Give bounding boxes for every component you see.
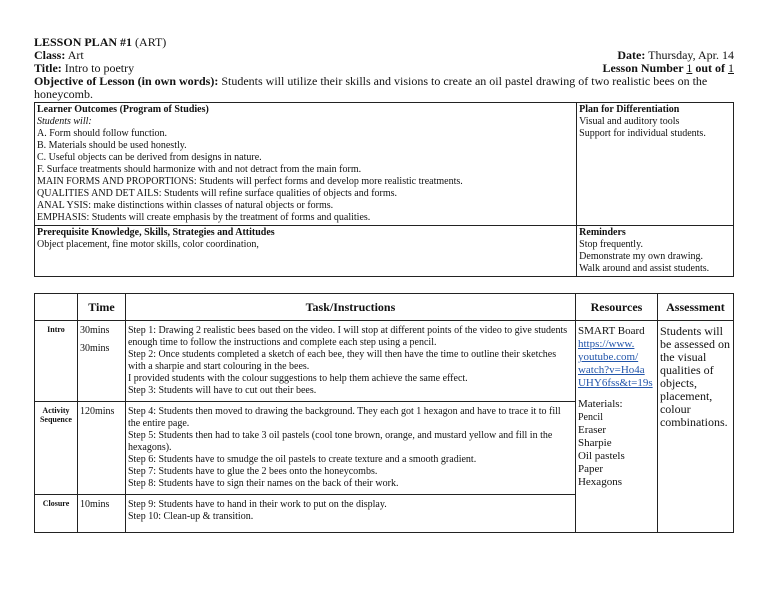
objective-continued: honeycomb. (34, 87, 93, 101)
video-link[interactable]: https://www. youtube.com/ watch?v=Ho4a UHY6fss&t=19s (577, 338, 653, 389)
outcome-line: F. Surface treatments should harmonize with and not detract from the main form. (37, 164, 362, 175)
step-text: Step 5: Students then had to take 3 oil pastels (cool tone brown, orange, and mustard yellow and fill in the hexagons). (127, 430, 553, 453)
closure-time: 10mins (77, 495, 125, 533)
step-text: Step 2: Once students completed a sketch of each bee, they will then have the time to outline their sketches with a sharpie and start colouring in the bees. (127, 349, 557, 372)
title-value: Intro to poetry (64, 61, 135, 75)
material-item: Eraser (577, 424, 607, 436)
outcome-line: B. Materials should be used honestly. (37, 140, 187, 151)
prerequisite-heading: Prerequisite Knowledge, Skills, Strategies and Attitudes (37, 227, 275, 238)
objective: Objective of Lesson (in own words): Students will utilize their skills and visions to create an oil pastel drawing of two realistic bees on the (34, 74, 708, 88)
reminders-cell (577, 226, 734, 277)
reminder-line: Walk around and assist students. (579, 263, 710, 274)
class-value: Art (67, 48, 84, 62)
outcomes-intro: Students will: (37, 116, 92, 127)
task-header: Task/Instructions (125, 294, 575, 321)
material-item: Sharpie (577, 437, 612, 449)
assessment-cell: Students will be assessed on the visual qualities of objects, placement, colour combinations. (657, 321, 733, 533)
step-note: I provided students with the colour suggestions to help them achieve the same effect. (127, 373, 468, 384)
material-item: Hexagons (577, 476, 622, 488)
differentiation-line: Support for individual students. (579, 128, 706, 139)
assessment-header: Assessment (657, 294, 733, 321)
material-item: Paper (577, 463, 604, 475)
outcome-line: ANAL YSIS: make distinctions within classes of natural objects or forms. (37, 200, 334, 211)
plan-title: LESSON PLAN #1 (ART) (34, 35, 167, 49)
intro-steps (125, 321, 575, 402)
materials-label: Materials: (577, 398, 623, 410)
outcome-line: A. Form should follow function. (37, 128, 167, 139)
time-header: Time (77, 294, 125, 321)
blank-header (35, 294, 78, 321)
reminder-line: Stop frequently. (579, 239, 643, 250)
lesson-header (34, 36, 734, 101)
resources-header: Resources (575, 294, 657, 321)
prerequisite-text: Object placement, fine motor skills, color coordination, (37, 239, 259, 250)
title-row: Title: Intro to poetry Lesson Number 1 out of 1 (34, 61, 734, 75)
intro-label: Intro (35, 321, 78, 402)
intro-times: 30mins 30mins (77, 321, 125, 402)
activity-time: 120mins (77, 402, 125, 495)
activity-label: Activity Sequence (35, 402, 78, 495)
lesson-date: Date: Thursday, Apr. 14 (617, 48, 734, 62)
smart-board-label: SMART Board (577, 325, 645, 337)
prerequisite-cell (35, 226, 577, 277)
differentiation-line: Visual and auditory tools (579, 116, 680, 127)
reminder-line: Demonstrate my own drawing. (579, 251, 704, 262)
step-text: Step 4: Students then moved to drawing the background. They each got 1 hexagon and have to trace it to fill the entire page. (127, 406, 561, 429)
learner-outcomes-cell (35, 103, 577, 226)
outcome-line: EMPHASIS: Students will create emphasis by the treatment of forms and qualities. (37, 212, 371, 223)
step-text: Step 3: Students will have to cut out their bees. (127, 385, 317, 396)
differentiation-heading: Plan for Differentiation (579, 104, 680, 115)
step-text: Step 6: Students have to smudge the oil pastels to create texture and a smooth gradient. (127, 454, 477, 465)
lesson-number: Lesson Number 1 out of 1 (602, 61, 734, 75)
outcome-line: QUALITIES AND DET AILS: Students will refine surface qualities of objects and forms. (37, 188, 398, 199)
closure-label: Closure (35, 495, 78, 533)
learner-outcomes-heading: Learner Outcomes (Program of Studies) (37, 104, 209, 115)
schedule-table (34, 293, 734, 533)
step-text: Step 1: Drawing 2 realistic bees based on the video. I will stop at different points of the video to give students enough time to follow the instructions and complete each step using a pencil. (127, 325, 568, 348)
outcome-line: C. Useful objects can be derived from designs in nature. (37, 152, 262, 163)
step-text: Step 7: Students have to glue the 2 bees onto the honeycombs. (127, 466, 378, 477)
step-text: Step 9: Students have to hand in their work to put on the display. (127, 499, 387, 510)
differentiation-cell (577, 103, 734, 226)
outcomes-table (34, 102, 734, 277)
reminders-heading: Reminders (579, 227, 626, 238)
class-row: Class: Art Date: Thursday, Apr. 14 (34, 48, 734, 62)
closure-steps (125, 495, 575, 533)
activity-steps (125, 402, 575, 495)
outcome-line: MAIN FORMS AND PROPORTIONS: Students will perfect forms and develop more realistic treatments. (37, 176, 463, 187)
resources-cell (575, 321, 657, 533)
material-item: Oil pastels (577, 450, 625, 462)
material-item: Pencil (577, 412, 603, 423)
step-text: Step 10: Clean-up & transition. (127, 511, 254, 522)
step-text: Step 8: Students have to sign their names on the back of their work. (127, 478, 399, 489)
